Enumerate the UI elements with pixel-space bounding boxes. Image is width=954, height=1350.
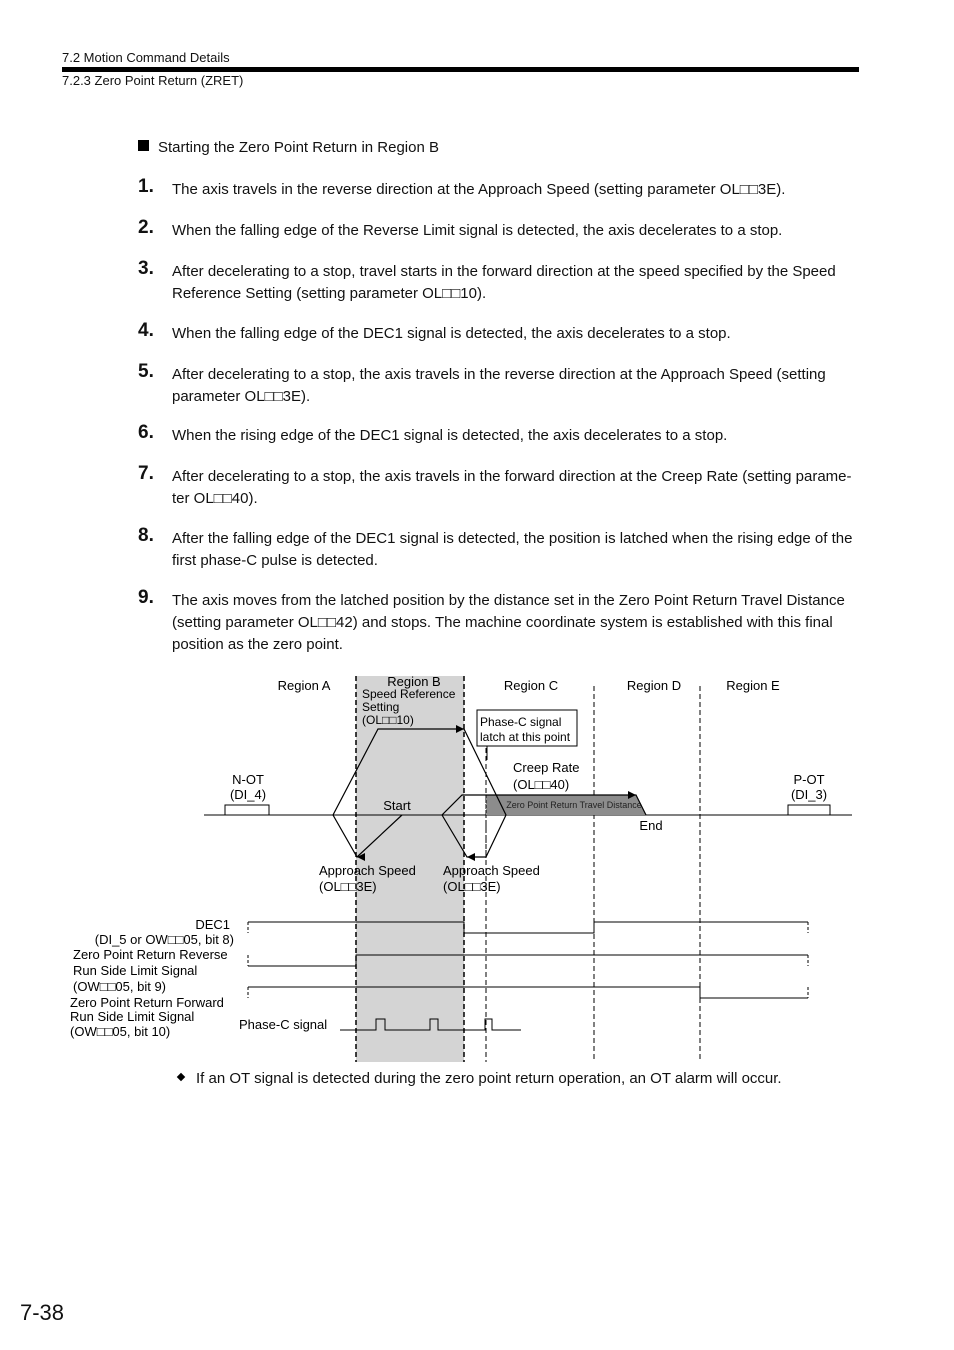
arrow-reverse-icon <box>467 853 475 861</box>
region-e-label: Region E <box>726 678 780 693</box>
approach-speed-2-param: (OL□□3E) <box>443 879 501 894</box>
step-text: When the falling edge of the DEC1 signal is detected, the axis decelerates to a stop. <box>172 325 731 342</box>
ot-note <box>178 1070 782 1087</box>
region-b-label: Region B <box>387 674 441 689</box>
step-number: 1. <box>138 176 154 197</box>
speed-ref-label-2: Setting <box>362 700 400 714</box>
start-label: Start <box>383 798 411 813</box>
step-number: 2. <box>138 217 154 238</box>
step-number: 4. <box>138 320 154 341</box>
n-ot-mark <box>225 805 269 815</box>
step-number: 6. <box>138 422 154 443</box>
fwd-limit-label-2: Run Side Limit Signal <box>70 1009 195 1024</box>
step-text: After decelerating to a stop, travel starts in the forward direction at the speed specified by the Speed Reference Setting (setting parameter OL□□10). <box>172 263 836 302</box>
section-title-text: Starting the Zero Point Return in Region B <box>158 139 439 156</box>
rev-limit-label-2: Run Side Limit Signal <box>73 963 198 978</box>
region-a-label: Region A <box>277 678 331 693</box>
fwd-limit-waveform <box>248 987 808 998</box>
diamond-bullet-icon <box>177 1073 185 1081</box>
approach-speed-1: Approach Speed <box>319 863 416 878</box>
phase-c-label: Phase-C signal <box>239 1017 328 1032</box>
creep-rate-param: (OL□□40) <box>513 777 570 792</box>
rev-limit-label-1: Zero Point Return Reverse <box>73 947 228 962</box>
zp-travel-label: Zero Point Return Travel Distance <box>506 800 642 810</box>
step-text: When the falling edge of the Reverse Limit signal is detected, the axis decelerates to a stop. <box>172 222 783 239</box>
speed-ref-param: (OL□□10) <box>362 713 414 727</box>
header-section: 7.2 Motion Command Details <box>62 50 230 65</box>
page-number: 7-38 <box>20 1300 65 1325</box>
step-text: When the rising edge of the DEC1 signal is detected, the axis decelerates to a stop. <box>172 427 728 444</box>
step-text: After decelerating to a stop, the axis travels in the forward direction at the Creep Rate (setting parame-ter OL□□40). <box>172 468 852 507</box>
n-ot-label: N-OT <box>232 772 264 787</box>
ot-note-text: If an OT signal is detected during the zero point return operation, an OT alarm will occur. <box>196 1070 782 1087</box>
region-c-label: Region C <box>503 678 559 693</box>
p-ot-signal: (DI_3) <box>790 787 828 802</box>
creep-rate-label: Creep Rate <box>513 760 580 775</box>
rev-limit-waveform <box>248 955 808 966</box>
approach-speed-2: Approach Speed <box>443 863 540 878</box>
dec1-signal: (DI_5 or OW□□05, bit 8) <box>94 932 234 947</box>
step-number: 9. <box>138 587 154 608</box>
p-ot-label: P-OT <box>793 772 825 787</box>
step-text: The axis moves from the latched position by the distance set in the Zero Point Return Travel Distance (setting parameter OL□□42) and stops. The machine coordinate system is established with this final position as the zero point. <box>172 592 845 653</box>
phase-c-callout-2: latch at this point <box>480 730 571 744</box>
dec1-waveform <box>248 922 808 933</box>
step-text: After the falling edge of the DEC1 signal is detected, the position is latched when the rising edge of the first phase-C pulse is detected. <box>172 530 853 569</box>
step-number: 5. <box>138 361 154 382</box>
rev-limit-label-3: (OW□□05, bit 9) <box>73 979 166 994</box>
fwd-limit-label-3: (OW□□05, bit 10) <box>70 1024 171 1039</box>
step-text: The axis travels in the reverse direction at the Approach Speed (setting parameter OL□□3E). <box>172 181 786 198</box>
phase-c-callout-1: Phase-C signal <box>480 715 562 729</box>
step-number: 8. <box>138 525 154 546</box>
end-label: End <box>639 818 663 833</box>
speed-ref-label: Speed Reference <box>362 687 456 701</box>
step-number: 7. <box>138 463 154 484</box>
p-ot-mark <box>788 805 830 815</box>
fwd-limit-label-1: Zero Point Return Forward <box>70 995 224 1010</box>
approach-speed-1-param: (OL□□3E) <box>319 879 377 894</box>
region-d-label: Region D <box>626 678 682 693</box>
n-ot-signal: (DI_4) <box>229 787 267 802</box>
header-subsection: 7.2.3 Zero Point Return (ZRET) <box>62 73 244 88</box>
dec1-label: DEC1 <box>195 917 230 932</box>
step-text: After decelerating to a stop, the axis travels in the reverse direction at the Approach Speed (setting parameter OL□□3E). <box>172 366 826 405</box>
step-number: 3. <box>138 258 154 279</box>
